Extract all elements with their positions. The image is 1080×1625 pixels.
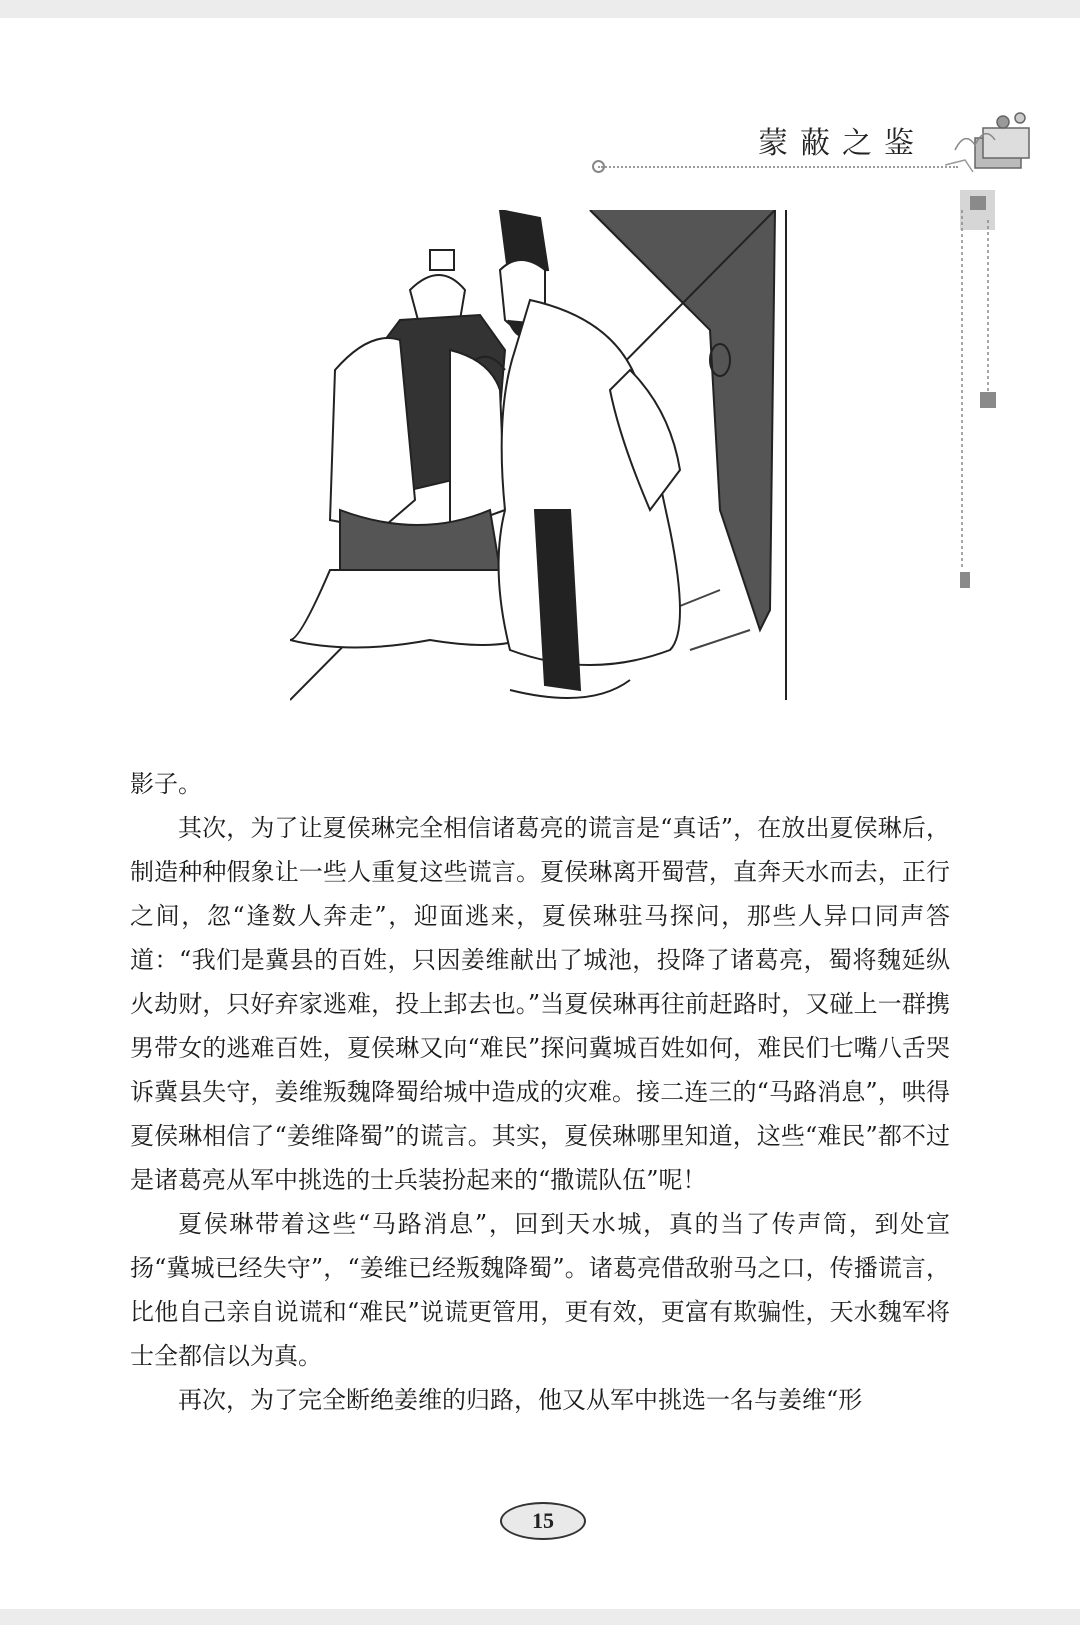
- paragraph: 再次，为了完全断绝姜维的归路，他又从军中挑选一名与姜维“形: [178, 1386, 863, 1414]
- page-number-badge: [500, 1502, 586, 1540]
- paragraph: 其次，为了让夏侯琳完全相信诸葛亮的谎言是“真话”，在放出夏侯琳后，制造种种假象让一些人重复这些谎言。夏侯琳离开蜀营，直奔天水而去，正行之间，忽“逢数人奔走”，迎面逃来，夏侯琳驻马探问，那些人异口同声答道：“我们是冀县的百姓，只因姜维献出了城池，投降了诸葛亮，蜀将魏延纵火劫财，只好弃家逃难，投上邽去也。”当夏侯琳再往前赶路时，又碰上一群携男带女的逃难百姓，夏侯琳又向“难民”探问冀城百姓如何，难民们七嘴八舌哭诉冀县失守，姜维叛魏降蜀给城中造成的灾难。接二连三的“马路消息”，哄得夏侯琳相信了“姜维降蜀”的谎言。其实，夏侯琳哪里知道，这些“难民”都不过是诸葛亮从军中挑选的士兵装扮起来的“撒谎队伍”呢！: [130, 814, 950, 1194]
- page-header-title: 蒙蔽之鉴: [758, 126, 926, 161]
- page-number: 15: [532, 1508, 554, 1533]
- body-text: [130, 762, 950, 1422]
- top-margin-bar: [0, 0, 1080, 18]
- paragraph: 夏侯琳带着这些“马路消息”，回到天水城，真的当了传声筒，到处宣扬“冀城已经失守”，“姜维已经叛魏降蜀”。诸葛亮借敌驸马之口，传播谎言，比他自己亲自说谎和“难民”说谎更管用，更有效，更富有欺骗性，天水魏军将士全都信以为真。: [130, 1210, 950, 1370]
- illustration-two-officials: [290, 210, 830, 730]
- paragraph-continuation: 影子。: [130, 770, 202, 798]
- header-dotted-rule: [598, 166, 958, 168]
- bottom-margin-bar: [0, 1609, 1080, 1625]
- side-decoration: [960, 190, 1070, 830]
- header-decoration-icon: [945, 110, 1045, 180]
